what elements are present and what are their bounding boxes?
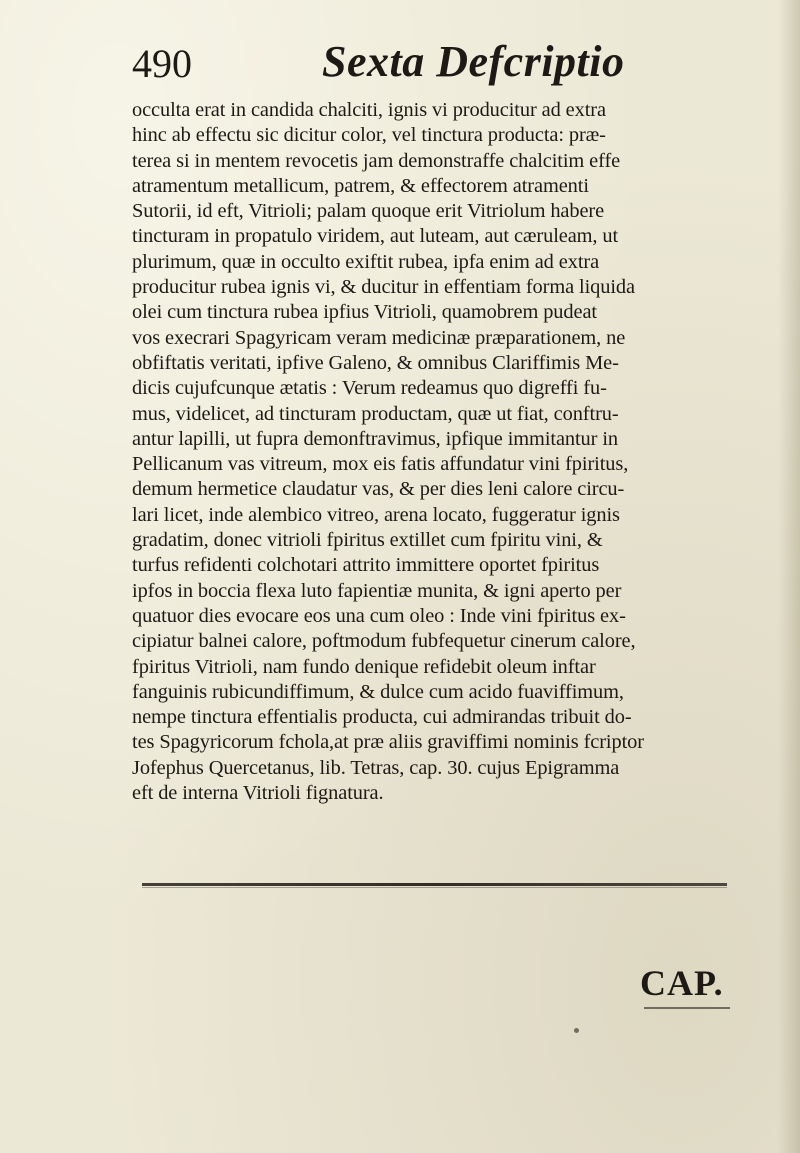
- text-line: plurimum, quæ in occulto exiftit rubea, ipfa enim ad extra: [132, 250, 600, 273]
- text-line: nempe tinctura effentialis producta, cui admirandas tribuit do-: [132, 706, 632, 729]
- text-line: eft de interna Vitrioli fignatura.: [132, 782, 384, 805]
- page-header: [132, 37, 722, 100]
- catchword-underline: [644, 1007, 730, 1009]
- text-line: demum hermetice claudatur vas, & per dies leni calore circu-: [132, 478, 625, 501]
- text-line: obfiftatis veritati, ipfive Galeno, & omnibus Clariffimis Me-: [132, 351, 619, 374]
- text-line: terea si in mentem revocetis jam demonstraffe chalcitim effe: [132, 149, 621, 172]
- ink-spot: [574, 1028, 579, 1033]
- section-rule-shadow: [142, 887, 727, 888]
- text-line: dicis cujufcunque ætatis : Verum redeamus quo digreffi fu-: [132, 377, 607, 400]
- text-line: antur lapilli, ut fupra demonftravimus, ipfique immitantur in: [132, 427, 619, 450]
- page-edge-shadow: [778, 0, 800, 1153]
- text-line: olei cum tinctura rubea ipfius Vitrioli, quamobrem pudeat: [132, 301, 597, 324]
- text-line: Jofephus Quercetanus, lib. Tetras, cap. 30. cujus Epigramma: [132, 756, 620, 779]
- body-text: [132, 98, 732, 806]
- text-line: Pellicanum vas vitreum, mox eis fatis affundatur vini fpiritus,: [132, 453, 629, 476]
- text-line: tes Spagyricorum fchola,at præ aliis graviffimi nominis fcriptor: [132, 731, 644, 754]
- text-line: hinc ab effectu sic dicitur color, vel tinctura producta: præ-: [132, 124, 606, 147]
- text-line: cipiatur balnei calore, poftmodum fubfequetur cinerum calore,: [132, 630, 636, 653]
- text-line: atramentum metallicum, patrem, & effectorem atramenti: [132, 174, 589, 197]
- text-line: lari licet, inde alembico vitreo, arena locato, fuggeratur ignis: [132, 503, 620, 526]
- running-title: Sexta Defcriptio: [322, 37, 625, 86]
- text-line: producitur rubea ignis vi, & ducitur in effentiam forma liquida: [132, 276, 635, 299]
- text-line: ipfos in boccia flexa luto fapientiæ munita, & igni aperto per: [132, 579, 622, 602]
- section-rule: [142, 883, 727, 886]
- text-line: fpiritus Vitrioli, nam fundo denique refidebit oleum inftar: [132, 655, 596, 678]
- text-line: gradatim, donec vitrioli fpiritus extillet cum fpiritu vini, &: [132, 529, 603, 552]
- text-line: Sutorii, id eft, Vitrioli; palam quoque erit Vitriolum habere: [132, 200, 605, 223]
- text-line: turfus refidenti colchotari attrito immittere oportet fpiritus: [132, 554, 600, 577]
- catchword: CAP.: [640, 963, 724, 1003]
- text-line: quatuor dies evocare eos una cum oleo : Inde vini fpiritus ex-: [132, 604, 626, 627]
- text-line: mus, videlicet, ad tincturam productam, quæ ut fiat, conftru-: [132, 402, 619, 425]
- text-line: fanguinis rubicundiffimum, & dulce cum acido fuaviffimum,: [132, 680, 624, 703]
- text-line: occulta erat in candida chalciti, ignis vi producitur ad extra: [132, 99, 606, 121]
- text-line: vos execrari Spagyricam veram medicinæ præparationem, ne: [132, 326, 626, 349]
- page-number: 490: [132, 41, 192, 86]
- text-line: tincturam in propatulo viridem, aut luteam, aut cæruleam, ut: [132, 225, 619, 248]
